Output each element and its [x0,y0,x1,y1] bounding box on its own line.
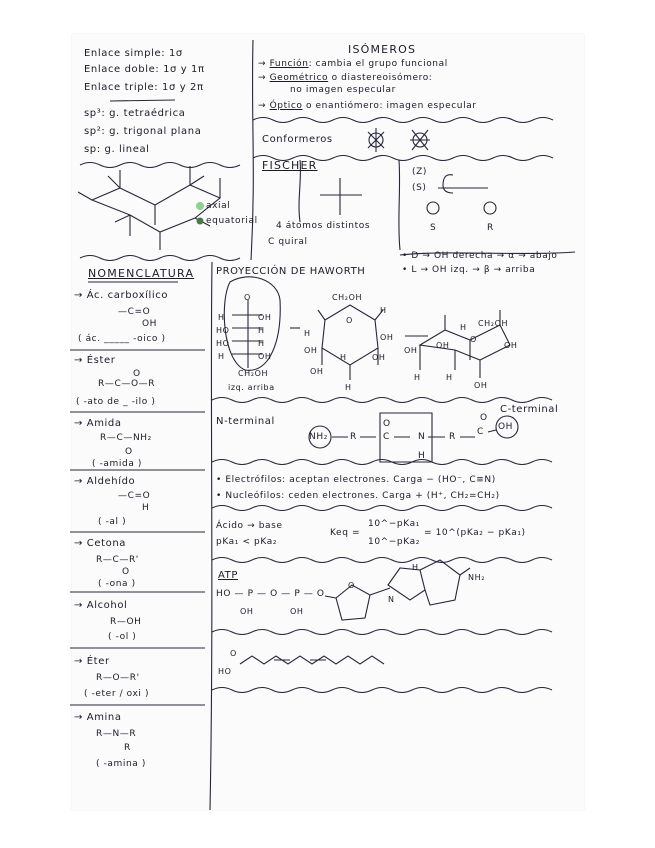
wave-separator [80,163,240,168]
fischer-cross [320,178,362,215]
atp-nh2: NH₂ [468,573,486,582]
wave-separator [80,256,240,261]
peptide-h: H [418,451,426,461]
group-amide-suffix: ( -amida ) [92,459,143,469]
fischer-note: izq. arriba [228,383,275,392]
isomer-functional-text: : cambia el grupo funcional [308,59,448,69]
group-amide-f1: R—C—NH₂ [100,433,152,443]
peptide-n: N [418,432,426,442]
haworth-h-1: H [380,306,387,315]
group-ester-name: → Éster [74,355,116,366]
group-alcohol-suffix: ( -ol ) [108,632,137,642]
keq-result: = 10^(pKa₂ − pKa₁) [424,528,526,538]
fischer-title: FISCHER [262,159,318,172]
chair-sugar-oh-2: OH [436,341,450,350]
isomer-geometric-label: Geométrico [269,73,329,83]
bond-triple: Enlace triple: 1σ y 2π [84,82,204,93]
group-aldehyde-f2: H [142,503,150,513]
bond-simple: Enlace simple: 1σ [84,48,183,59]
fatty-acid-ho: HO [218,667,232,676]
fischer-ho-2: HO [216,339,230,348]
group-ketone-name: → Cetona [74,538,126,549]
fischer-oh-2: OH [258,352,272,361]
hybrid-sp: sp: g. lineal [84,144,150,155]
acid-base-line2: pKa₁ < pKa₂ [216,537,278,547]
group-ether-f1: R—O—R' [96,673,140,683]
n-terminal-label: N-terminal [216,416,275,427]
chair-conformation [78,166,220,250]
chair-sugar-oh-4: OH [474,381,488,390]
fatty-acid-o: O [230,649,237,658]
chair-sugar-oh-3: OH [504,341,518,350]
atp-oh-2: OH [290,607,304,616]
isomer-optical-text: o enantiómero: imagen especular [305,101,477,111]
atp-structure [325,560,470,620]
peptide-r1: R [350,432,357,442]
peptide-c1: C [383,432,390,442]
group-carboxylic-suffix: ( ác. _____ -oico ) [78,334,166,344]
isomer-functional: → Función: cambia el grupo funcional [258,59,448,69]
nomenclature-title: NOMENCLATURA [88,267,195,280]
haworth-h-4: H [345,383,352,392]
fischer-h-4: H [218,352,225,361]
group-alcohol-name: → Alcohol [74,600,128,611]
fischer-oh-1: OH [258,313,272,322]
keq-numerator: 10^−pKa₁ [368,519,420,529]
group-carboxylic-f1: —C=O [118,307,151,317]
chair-sugar-h-2: H [414,373,421,382]
isomer-geometric: → Geométrico o diastereoisómero: [258,73,433,83]
keq-label: Keq = [330,528,361,538]
haworth-h-3: H [340,353,347,362]
newman-projections [368,128,430,152]
haworth-rule-l: • L → OH izq. → β → arriba [402,265,536,275]
z-config-arrow [443,175,453,193]
fischer-caption-2: C quiral [268,237,308,247]
acid-base-line1: Ácido → base [216,521,283,531]
fischer-o: O [244,293,251,302]
chair-sugar-o: O [470,335,477,344]
group-ether-name: → Éter [74,656,110,667]
group-amine-f2: R [124,743,131,753]
peptide-oh: OH [498,422,514,432]
group-ester-f2: R—C—O—R [98,379,156,389]
peptide-c2: C [477,427,484,437]
c-terminal-label: C-terminal [500,404,559,415]
group-carboxylic-f2: OH [142,319,158,329]
fischer-caption-1: 4 átomos distintos [276,221,371,231]
isomer-geometric-text2: no imagen especular [290,85,396,95]
wave-separator [212,398,552,403]
isomer-functional-label: Función [269,59,309,69]
group-aldehyde-suffix: ( -al ) [98,517,127,527]
sugar-fischer [224,277,280,371]
chair-sugar-h-3: H [446,373,453,382]
group-ester-f1: O [133,369,141,379]
atp-n: N [388,595,395,604]
rotation-s-icon [427,202,439,214]
isomer-optical-label: Óptico [269,101,303,111]
fischer-divider [399,160,400,250]
group-aldehyde-name: → Aldehído [74,476,136,487]
group-amine-name: → Amina [74,712,122,723]
s-label: (S) [412,183,427,193]
keq-denominator: 10^−pKa₂ [368,537,420,547]
hybrid-sp2: sp²: g. trigonal plana [84,126,202,137]
column-divider-top [251,40,253,260]
wave-separator [212,630,552,635]
peptide-r2: R [449,432,456,442]
group-alcohol-f1: R—OH [110,617,142,627]
fischer-ho-1: HO [216,326,230,335]
haworth-ring-1 [322,305,378,365]
group-amine-suffix: ( -amina ) [96,759,146,769]
group-amide-f2: O [125,447,133,457]
atp-oh-1: OH [240,607,254,616]
rotation-r-icon [484,202,496,214]
chair-axial-label: axial [206,201,231,211]
peptide-nh2: NH₂ [309,432,328,442]
wave-separator [212,558,552,563]
electrophiles: • Electrófilos: aceptan electrones. Carga − (HO⁻, C≡N) [216,475,496,485]
group-ketone-f1: R—C—R' [96,555,139,565]
group-amide-name: → Amida [74,418,122,429]
wave-separator [253,118,553,123]
haworth-rule-d: • D → OH derecha → α → abajo [402,251,558,261]
haworth-title: PROYECCIÓN DE HAWORTH [216,266,366,277]
fischer-h-2: H [258,326,265,335]
z-label: (Z) [412,167,427,177]
haworth-ch2oh: CH₂OH [332,293,363,302]
haworth-o: O [346,316,353,325]
haworth-oh-3: OH [372,353,386,362]
group-amine-f1: R—N—R [96,729,137,739]
chair-sugar-oh-1: OH [404,346,418,355]
haworth-oh-2: OH [304,346,318,355]
hybrid-sp3: sp³: g. tetraédrica [84,108,186,119]
peptide-o2: O [480,413,488,423]
peptide-o1: O [383,419,391,429]
column-divider-left [210,262,212,810]
isomers-title: ISÓMEROS [348,43,417,56]
group-ester-suffix: ( -ato de _ -ilo ) [76,397,156,407]
rotation-s-label: S [430,223,437,233]
atp-o: O [348,581,355,590]
fischer-h-3: H [258,339,265,348]
conformers-label: Conformeros [262,134,333,145]
group-ketone-f2: O [122,567,130,577]
chair-equatorial-label: equatorial [206,216,258,226]
atp-chain: HO — P — O — P — O [216,589,325,599]
rotation-r-label: R [487,223,494,233]
chair-sugar-ch2oh: CH₂OH [478,319,509,328]
group-ether-suffix: ( -eter / oxi ) [84,689,150,699]
fischer-ch2oh: CH₂OH [238,369,269,378]
bond-double: Enlace doble: 1σ y 1π [84,64,205,75]
group-ketone-suffix: ( -ona ) [98,579,136,589]
atp-h: H [412,563,419,572]
haworth-oh-4: OH [310,367,324,376]
haworth-h-2: H [304,329,311,338]
isomer-optical: → Óptico o enantiómero: imagen especular [258,101,477,111]
chair-sugar-h-1: H [460,323,467,332]
atp-title: ATP [218,570,239,581]
underline [110,100,175,101]
isomer-geometric-text: o diastereoisómero: [331,73,433,83]
wave-separator [212,506,552,511]
wave-separator [212,688,552,693]
group-carboxylic-name: → Ác. carboxílico [74,290,169,301]
haworth-oh-1: OH [380,333,394,342]
group-aldehyde-f1: —C=O [118,491,151,501]
nucleophiles: • Nucleófilos: ceden electrones. Carga + (H⁺, CH₂=CH₂) [216,491,500,501]
fischer-h-1: H [218,313,225,322]
